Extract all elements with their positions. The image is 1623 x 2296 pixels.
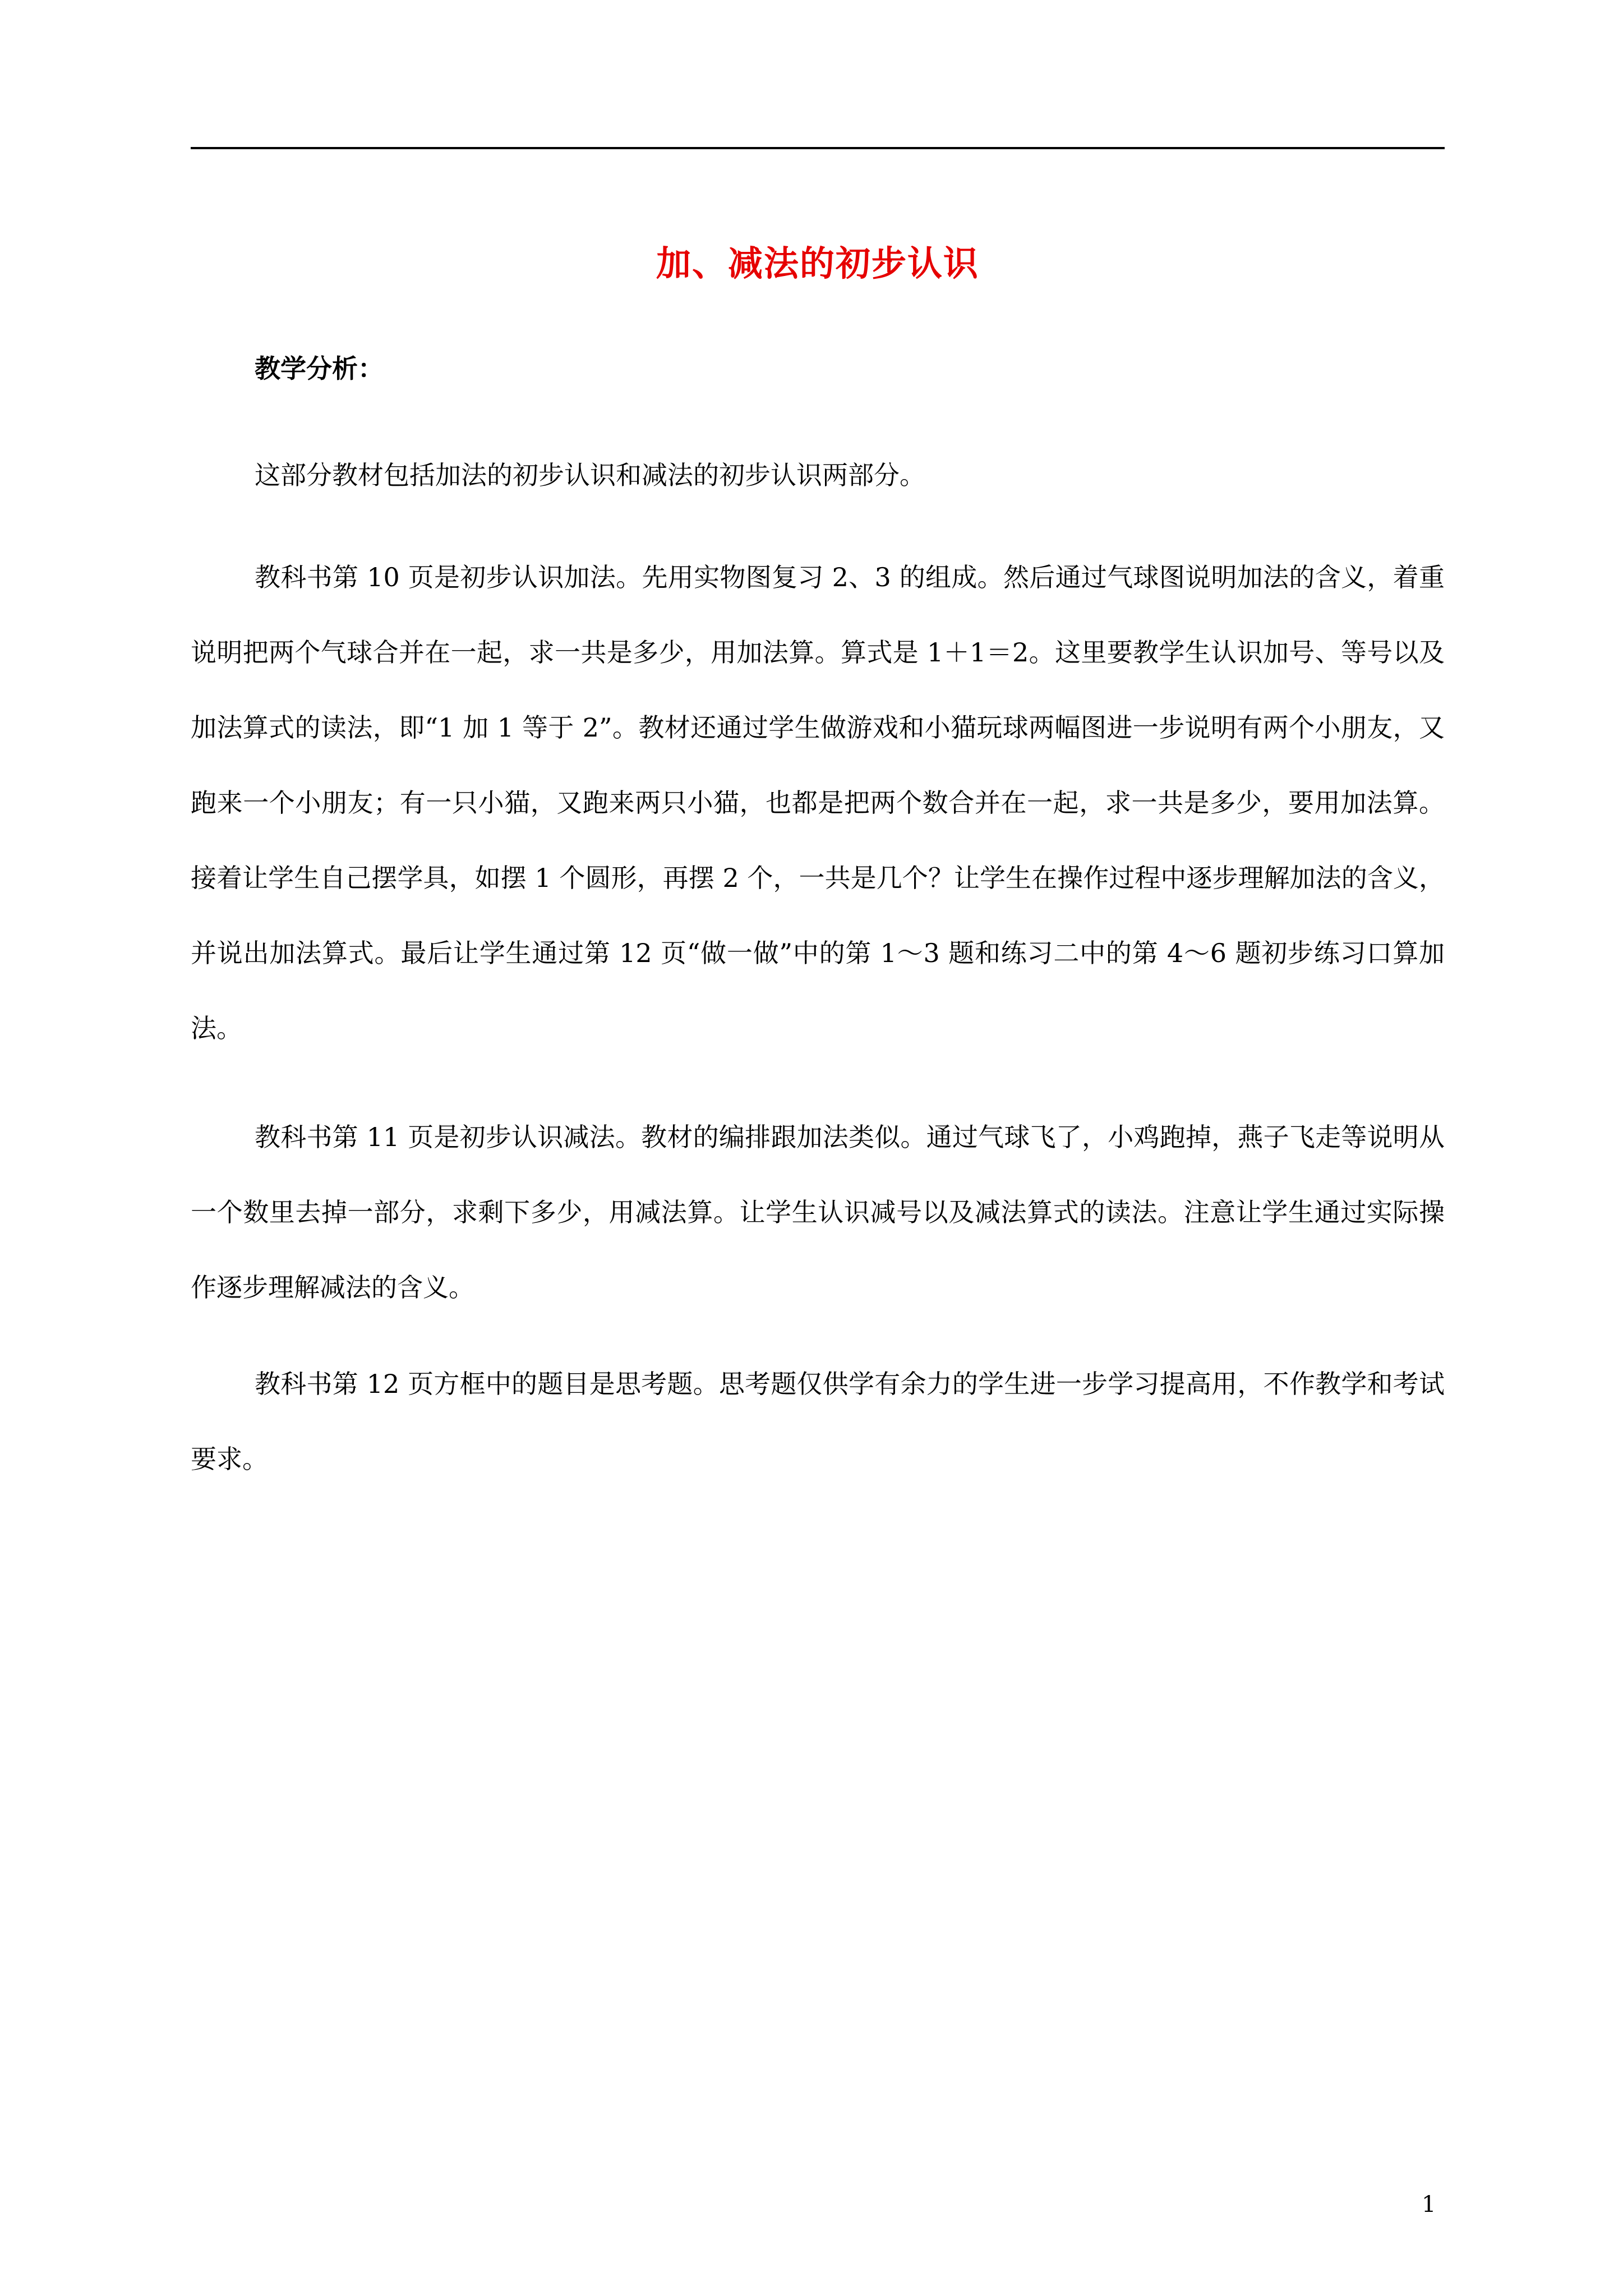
header-rule [191, 147, 1445, 149]
paragraph-thinking-question: 教科书第 12 页方框中的题目是思考题。思考题仅供学有余力的学生进一步学习提高用，不作教学和考试要求。 [191, 1369, 1445, 1474]
paragraph-intro: 这部分教材包括加法的初步认识和减法的初步认识两部分。 [255, 460, 925, 490]
page-number: 1 [1422, 2192, 1436, 2217]
document-title: 加、减法的初步认识 [656, 243, 979, 284]
section-heading: 教学分析： [255, 353, 384, 384]
paragraph-addition: 教科书第 10 页是初步认识加法。先用实物图复习 2、3 的组成。然后通过气球图说明加法的含义，着重说明把两个气球合并在一起，求一共是多少，用加法算。算式是 1＋1＝2。这里要教学生认识加号、等号以及加法算式的读法，即“1 加 1 等于 2”。教材还通过学生做游戏和小猫玩球两幅图进一步说明有两个小朋友，又跑来一个小朋友；有一只小猫，又跑来两只小猫，也都是把两个数合并在一起，求一共是多少，要用加法算。接着让学生自己摆学具，如摆 1 个圆形，再摆 2 个，一共是几个？让学生在操作过程中逐步理解加法的含义，并说出加法算式。最后让学生通过第 12 页“做一做”中的第 1～3 题和练习二中的第 4～6 题初步练习口算加法。 [191, 562, 1445, 1043]
paragraph-subtraction: 教科书第 11 页是初步认识减法。教材的编排跟加法类似。通过气球飞了，小鸡跑掉，燕子飞走等说明从一个数里去掉一部分，求剩下多少，用减法算。让学生认识减号以及减法算式的读法。注意让学生通过实际操作逐步理解减法的含义。 [191, 1122, 1445, 1303]
